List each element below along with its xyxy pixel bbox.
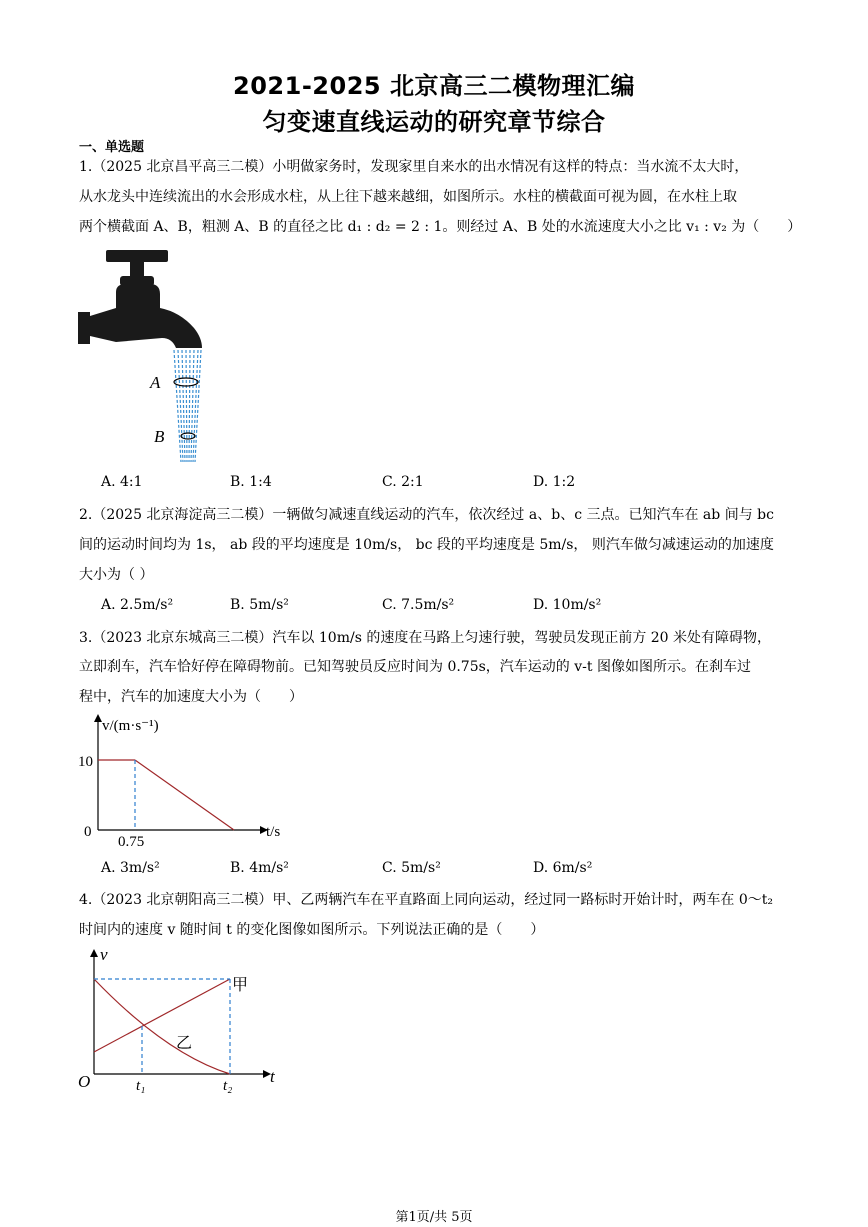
y-tick-10: 10	[78, 754, 93, 770]
q1-option-d[interactable]: D. 1:2	[533, 474, 576, 490]
q3-line2: 立即刹车，汽车恰好停在障碍物前。已知驾驶员反应时间为 0.75s，汽车运动的 v-t 图像如图所示。在刹车过	[79, 659, 751, 675]
vt-graph-q4	[76, 944, 286, 1100]
x-axis-label: t	[270, 1067, 275, 1086]
water-stream	[174, 350, 201, 462]
y-axis-arrow	[90, 949, 98, 957]
q4-line2: 时间内的速度 v 随时间 t 的变化图像如图所示。下列说法正确的是（ ）	[79, 922, 545, 938]
series-yi-label: 乙	[176, 1035, 193, 1052]
q1-line2: 从水龙头中连续流出的水会形成水柱，从上往下越来越细，如图所示。水柱的横截面可视为圆，在水柱上取	[79, 189, 737, 205]
series-jia-label: 甲	[232, 977, 249, 994]
page-footer: 第1页/共 5页	[395, 1210, 473, 1225]
q1-option-b[interactable]: B. 1:4	[230, 474, 272, 490]
faucet-figure	[76, 246, 216, 468]
q3-option-b[interactable]: B. 4m/s²	[230, 860, 289, 876]
x-tick-075: 0.75	[118, 834, 145, 850]
q2-option-a[interactable]: A. 2.5m/s²	[101, 597, 174, 613]
y-axis-arrow	[94, 714, 102, 722]
y-axis-label: v/(m·s⁻¹)	[102, 718, 159, 734]
q2-option-d[interactable]: D. 10m/s²	[533, 597, 602, 613]
q3-line3: 程中，汽车的加速度大小为（ ）	[79, 689, 303, 705]
vt-graph-q3	[78, 712, 298, 852]
q1-option-c[interactable]: C. 2:1	[382, 474, 424, 490]
faucet-body	[78, 284, 202, 348]
q2-option-c[interactable]: C. 7.5m/s²	[382, 597, 455, 613]
q4-line1: 4.（2023 北京朝阳高三二模）甲、乙两辆汽车在平直路面上同向运动，经过同一路标时开始计时，两车在 0～t₂	[79, 892, 774, 908]
q3-line1: 3.（2023 北京东城高三二模）汽车以 10m/s 的速度在马路上匀速行驶，驾驶员发现正前方 20 米处有障碍物，	[79, 630, 772, 646]
q1-line1: 1.（2025 北京昌平高三二模）小明做家务时，发现家里自来水的出水情况有这样的特点：当水流不太大时，	[79, 159, 749, 175]
cross-section-b	[181, 433, 195, 439]
q3-option-c[interactable]: C. 5m/s²	[382, 860, 441, 876]
origin-label: O	[78, 1072, 91, 1091]
section-heading: 一、单选题	[79, 140, 145, 155]
q2-line3: 大小为（ ）	[79, 567, 154, 583]
t1-label: t₁	[136, 1078, 146, 1094]
label-a: A	[150, 373, 161, 392]
q2-line1: 2.（2025 北京海淀高三二模）一辆做匀减速直线运动的汽车，依次经过 a、b、c 三点。已知汽车在 ab 间与 bc	[79, 507, 774, 523]
document-title-line1: 2021-2025 北京高三二模物理汇编	[233, 72, 635, 100]
q1-option-a[interactable]: A. 4:1	[101, 474, 143, 490]
origin-label: 0	[84, 824, 92, 840]
q2-option-b[interactable]: B. 5m/s²	[230, 597, 289, 613]
series-yi-curve	[94, 979, 230, 1074]
q3-option-a[interactable]: A. 3m/s²	[101, 860, 160, 876]
series-jia-line	[94, 979, 230, 1052]
y-axis-label: v	[100, 945, 108, 964]
q2-line2: 间的运动时间均为 1s， ab 段的平均速度是 10m/s， bc 段的平均速度是 5m/s， 则汽车做匀减速运动的加速度	[79, 537, 774, 553]
x-axis-label: t/s	[266, 824, 281, 840]
document-title-line2: 匀变速直线运动的研究章节综合	[262, 108, 606, 136]
t2-label: t₂	[223, 1078, 233, 1094]
braking-segment	[135, 760, 234, 830]
label-b: B	[154, 427, 165, 446]
q3-option-d[interactable]: D. 6m/s²	[533, 860, 593, 876]
q1-line3: 两个横截面 A、B，粗测 A、B 的直径之比 d₁ : d₂ = 2 : 1。则经过 A、B 处的水流速度大小之比 v₁ : v₂ 为（ ）	[79, 219, 802, 235]
